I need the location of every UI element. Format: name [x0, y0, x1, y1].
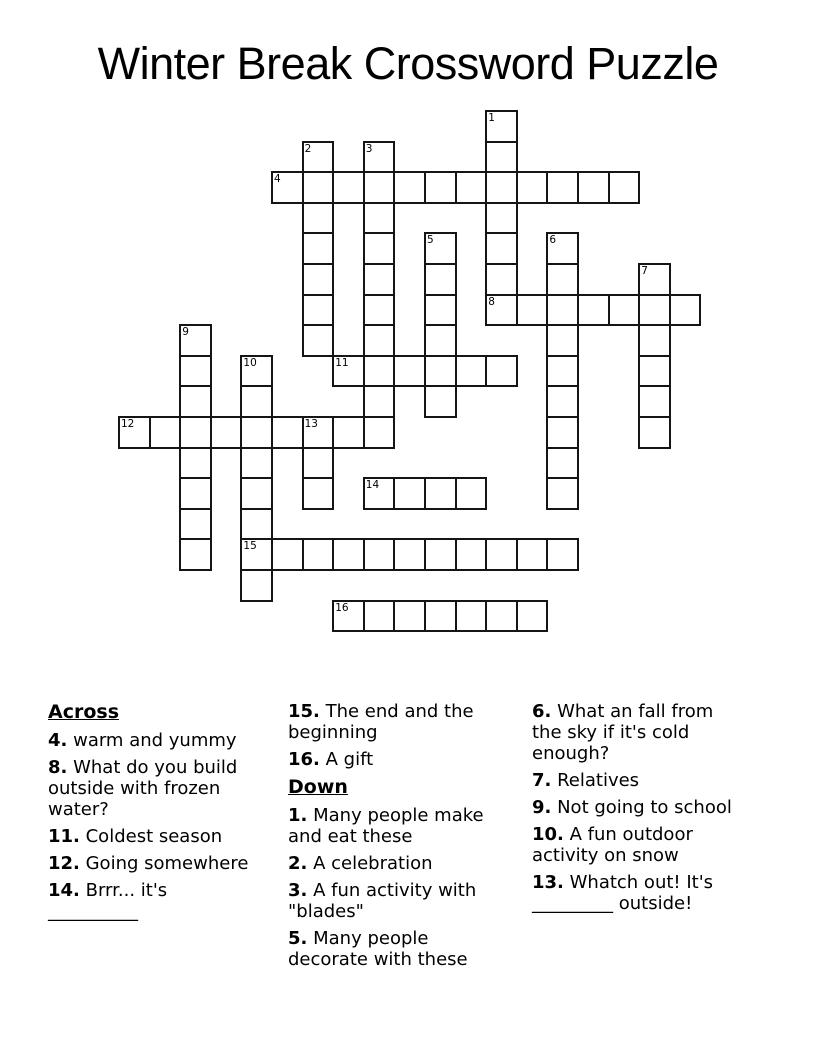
grid-cell-number: 15	[243, 540, 257, 553]
clue-number: 6.	[532, 701, 552, 722]
grid-cell	[302, 294, 335, 327]
clue-item: 6. What an fall from the sky if it's cold enough?	[532, 701, 714, 764]
grid-cell	[516, 294, 549, 327]
grid-cell	[455, 171, 488, 204]
grid-cell	[302, 171, 335, 204]
grid-cell-number: 4	[274, 173, 281, 186]
clue-number: 5.	[288, 928, 308, 949]
grid-cell	[546, 477, 579, 510]
grid-cell	[485, 600, 518, 633]
clue-column-left	[48, 701, 260, 928]
grid-cell	[363, 263, 396, 296]
page-title: Winter Break Crossword Puzzle	[97, 38, 719, 89]
grid-cell	[546, 385, 579, 418]
grid-cell	[638, 416, 671, 449]
grid-cell	[546, 263, 579, 296]
clue-item: 1. Many people make and eat these	[288, 805, 484, 847]
grid-cell-number: 3	[365, 142, 373, 155]
grid-cell	[455, 355, 488, 388]
grid-cell	[424, 538, 457, 571]
clue-number: 16.	[288, 749, 320, 770]
grid-cell-number: 16	[335, 601, 349, 614]
grid-cell	[332, 171, 365, 204]
grid-cell	[179, 447, 212, 480]
grid-cell	[393, 600, 426, 633]
grid-cell	[424, 385, 457, 418]
clue-number: 11.	[48, 826, 80, 847]
grid-cell	[363, 416, 396, 449]
grid-cell-number: 1	[488, 112, 495, 124]
grid-cell	[179, 385, 212, 418]
clue-item: 2. A celebration	[288, 853, 433, 874]
grid-cell	[363, 202, 396, 235]
grid-cell-number: 14	[365, 479, 380, 492]
grid-cell	[546, 538, 579, 571]
grid-cell	[302, 538, 335, 571]
clue-column-middle	[288, 701, 500, 976]
grid-cell	[455, 477, 488, 510]
grid-cell	[240, 416, 273, 449]
grid-cell	[363, 294, 396, 327]
grid-cell	[485, 263, 518, 296]
grid-cell-number: 10	[243, 356, 257, 369]
clue-number: 2.	[288, 853, 308, 874]
clue-list-heading: Across	[48, 701, 120, 723]
grid-cell	[485, 202, 518, 235]
grid-cell	[485, 355, 518, 388]
clue-number: 10.	[532, 824, 564, 845]
clue-item: 3. A fun activity with "blades"	[288, 880, 477, 922]
grid-cell	[608, 294, 641, 327]
clue-item: 10. A fun outdoor activity on snow	[532, 824, 693, 866]
clue-number: 1.	[288, 805, 308, 826]
grid-cell	[485, 538, 518, 571]
clue-item: 12. Going somewhere	[48, 853, 249, 874]
grid-cell	[179, 416, 212, 449]
grid-cell	[363, 538, 396, 571]
grid-cell	[516, 538, 549, 571]
clue-number: 3.	[288, 880, 308, 901]
grid-cell	[485, 141, 518, 174]
clue-column-right	[532, 701, 744, 920]
grid-cell	[240, 569, 273, 602]
grid-cell	[424, 324, 457, 357]
grid-cell	[546, 294, 579, 327]
grid-cell	[179, 508, 212, 541]
clue-item: 13. Whatch out! It's _________ outside!	[532, 872, 714, 914]
grid-cell	[302, 324, 335, 357]
grid-cell	[179, 355, 212, 388]
grid-cell	[638, 385, 671, 418]
clue-item: 9. Not going to school	[532, 797, 732, 818]
grid-cell	[424, 477, 457, 510]
grid-cell-number: 8	[488, 295, 495, 308]
grid-cell	[240, 508, 273, 541]
grid-cell	[638, 324, 671, 357]
clue-item: 14. Brrr... it's __________	[48, 880, 168, 922]
grid-cell	[485, 232, 518, 265]
grid-cell	[302, 447, 335, 480]
grid-cell	[210, 416, 243, 449]
grid-cell	[455, 538, 488, 571]
grid-cell	[271, 538, 304, 571]
grid-cell	[424, 355, 457, 388]
grid-cell	[363, 355, 396, 388]
grid-cell-number: 9	[182, 326, 189, 339]
clue-number: 15.	[288, 701, 320, 722]
grid-cell	[455, 600, 488, 633]
grid-cell	[424, 600, 457, 633]
clue-number: 8.	[48, 757, 68, 778]
grid-cell	[546, 416, 579, 449]
grid-cell	[516, 600, 549, 633]
grid-cell	[546, 324, 579, 357]
grid-cell	[638, 294, 671, 327]
grid-cell	[302, 232, 335, 265]
grid-cell-number: 2	[304, 142, 312, 155]
grid-cell	[546, 355, 579, 388]
grid-cell	[424, 294, 457, 327]
clue-number: 12.	[48, 853, 80, 874]
grid-cell	[363, 385, 396, 418]
grid-cell	[638, 355, 671, 388]
clue-number: 9.	[532, 797, 552, 818]
grid-cell	[577, 294, 610, 327]
grid-cell	[393, 171, 426, 204]
grid-cell	[608, 171, 641, 204]
grid-cell-number: 11	[335, 356, 349, 369]
grid-cell	[424, 171, 457, 204]
grid-cell-number: 5	[427, 234, 434, 247]
grid-cell	[393, 538, 426, 571]
grid-cell	[363, 232, 396, 265]
clue-item: 5. Many people decorate with these	[288, 928, 468, 970]
grid-cell	[393, 355, 426, 388]
grid-cell	[302, 202, 335, 235]
grid-cell	[577, 171, 610, 204]
grid-cell	[271, 416, 304, 449]
grid-cell-number: 13	[304, 418, 318, 430]
grid-cell	[179, 538, 212, 571]
clue-item: 15. The end and the beginning	[288, 701, 474, 743]
clue-item: 8. What do you build outside with frozen water?	[48, 757, 238, 820]
grid-cell	[240, 447, 273, 480]
grid-cell	[393, 477, 426, 510]
grid-cell	[669, 294, 702, 327]
clue-number: 7.	[532, 770, 552, 791]
grid-cell-number: 7	[641, 265, 648, 277]
grid-cell	[302, 263, 335, 296]
grid-cell	[179, 477, 212, 510]
grid-cell	[240, 385, 273, 418]
clue-item: 16. A gift	[288, 749, 374, 770]
grid-cell	[149, 416, 182, 449]
grid-cell	[546, 447, 579, 480]
grid-cell	[363, 171, 396, 204]
grid-cell	[546, 171, 579, 204]
clue-list-heading: Down	[288, 776, 348, 798]
clue-number: 13.	[532, 872, 564, 893]
grid-cell	[332, 538, 365, 571]
grid-cell	[363, 600, 396, 633]
grid-cell-number: 6	[549, 234, 557, 247]
grid-cell	[424, 263, 457, 296]
grid-cell	[516, 171, 549, 204]
clue-item: 11. Coldest season	[48, 826, 223, 847]
grid-cell	[332, 416, 365, 449]
clue-item: 7. Relatives	[532, 770, 640, 791]
grid-cell-number: 12	[121, 418, 135, 430]
clue-item: 4. warm and yummy	[48, 730, 237, 751]
clue-number: 4.	[48, 730, 68, 751]
grid-cell	[302, 477, 335, 510]
grid-cell	[485, 171, 518, 204]
grid-cell	[363, 324, 396, 357]
clue-number: 14.	[48, 880, 80, 901]
grid-cell	[240, 477, 273, 510]
